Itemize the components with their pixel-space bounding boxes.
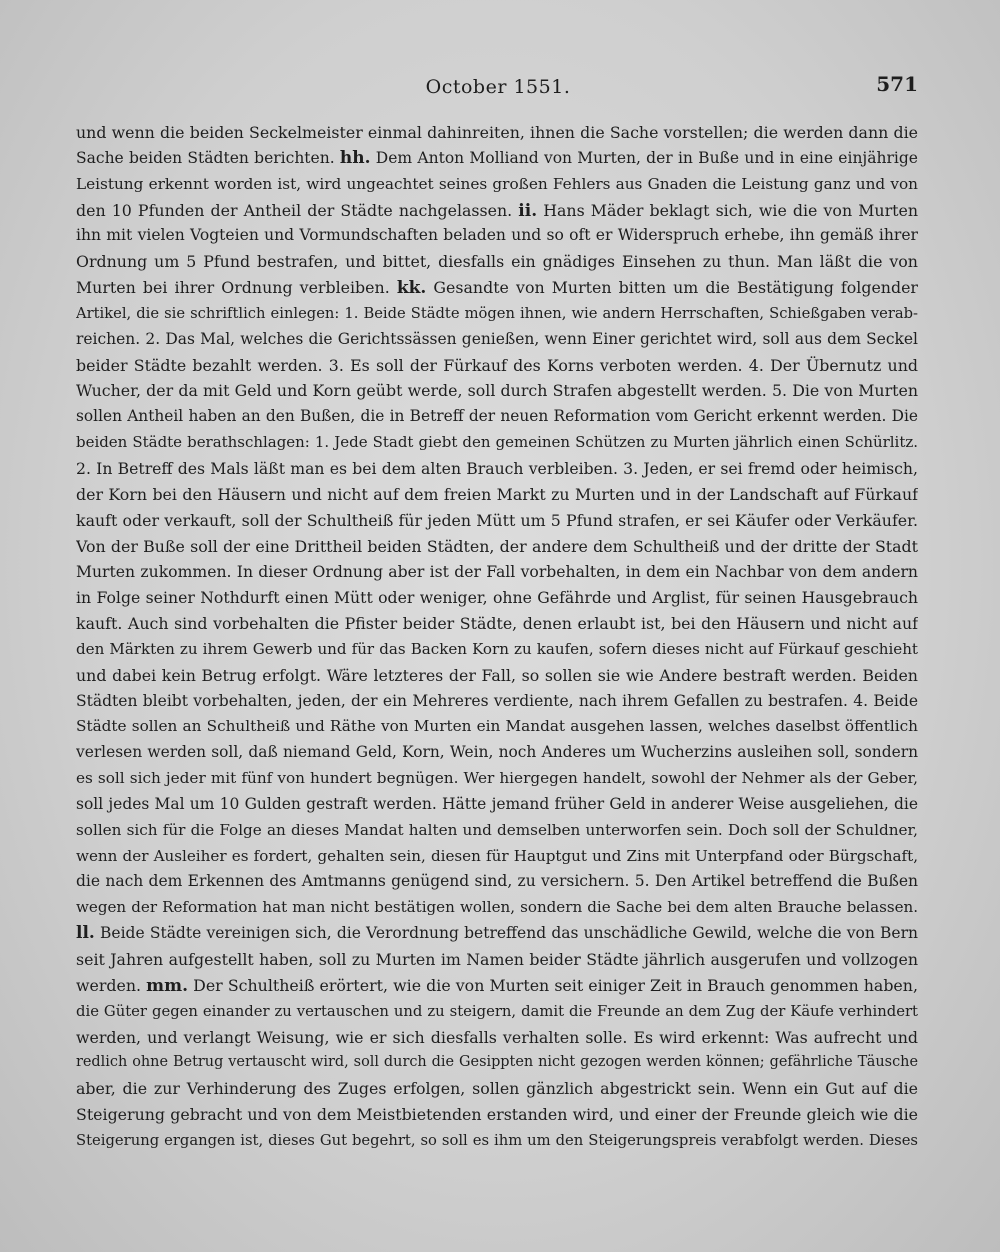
text-line <box>76 973 918 999</box>
page-header <box>78 72 918 102</box>
text-line: kauft oder verkauft, soll der Schultheiß für jeden Mütt um 5 Pfund strafen, er sei Käufer oder Verkäufer. <box>76 510 918 530</box>
text-line: Wucher, der da mit Geld und Korn geübt werde, soll durch Strafen abgestellt werden. 5. Die von Murten <box>76 381 918 401</box>
section-mark: ii. <box>518 200 538 221</box>
section-mark: mm. <box>146 975 189 996</box>
text-line: kauft. Auch sind vorbehalten die Pfister beider Städte, denen erlaubt ist, bei den Häusern und nicht auf <box>76 614 918 634</box>
text-line: Murten zukommen. In dieser Ordnung aber ist der Fall vorbehalten, in dem ein Nachbar von dem andern <box>76 562 918 582</box>
text-line: Ordnung um 5 Pfund bestrafen, und bittet, diesfalls ein gnädiges Einsehen zu thun. Man läßt die von <box>76 252 918 272</box>
text-line: wenn der Ausleiher es fordert, gehalten sein, diesen für Hauptgut und Zins mit Unterpfand oder Bürgschaft, <box>76 846 918 865</box>
text-segment: Sache beiden Städten berichten. <box>76 148 340 167</box>
text-segment: Beide Städte vereinigen sich, die Verordnung betreffend das unschädliche Gewild, welche die von Bern <box>94 924 918 943</box>
text-line: aber, die zur Verhinderung des Zuges erfolgen, sollen gänzlich abgestrickt sein. Wenn ein Gut auf die <box>76 1079 918 1099</box>
text-line: Städten bleibt vorbehalten, jeden, der ein Mehreres verdiente, nach ihrem Gefallen zu bestrafen. 4. Beide <box>76 691 918 710</box>
text-line: Von der Buße soll der eine Drittheil beiden Städten, der andere dem Schultheiß und der dritte der Stadt <box>76 536 918 556</box>
page-title: October 1551. <box>425 76 571 98</box>
text-line: sollen Antheil haben an den Bußen, die in Betreff der neuen Reformation vom Gericht erkennt werden. Die <box>76 407 918 426</box>
section-mark: hh. <box>339 147 371 168</box>
text-segment: Der Schultheiß erörtert, wie die von Murten seit einiger Zeit in Brauch genommen haben, <box>188 975 918 995</box>
text-line: Leistung erkennt worden ist, wird ungeachtet seines großen Fehlers aus Gnaden die Leistung ganz und von <box>76 174 918 193</box>
text-line: verlesen werden soll, daß niemand Geld, Korn, Wein, noch Anderes um Wucherzins ausleihen soll, sondern <box>76 743 918 762</box>
text-line: wegen der Reformation hat man nicht bestätigen wollen, sondern die Sache bei dem alten Brauche belassen. <box>76 898 918 917</box>
text-line: Artikel, die sie schriftlich einlegen: 1. Beide Städte mögen ihnen, wie andern Herrschaften, Schießgaben verab- <box>76 304 918 322</box>
body-text <box>76 120 918 1154</box>
text-line <box>76 921 918 947</box>
text-line: und wenn die beiden Seckelmeister einmal dahinreiten, ihnen die Sache vorstellen; die werden dann die <box>76 123 918 142</box>
text-line: den Märkten zu ihrem Gewerb und für das Backen Korn zu kaufen, sofern dieses nicht auf Fürkauf geschieht <box>76 639 918 658</box>
text-segment: werden. <box>76 975 147 995</box>
text-line <box>76 146 918 172</box>
text-line: es soll sich jeder mit fünf von hundert begnügen. Wer hiergegen handelt, sowohl der Nehmer als der Geber, <box>76 769 918 788</box>
text-line: reichen. 2. Das Mal, welches die Gerichtssässen genießen, wenn Einer gerichtet wird, soll aus dem Seckel <box>76 329 918 348</box>
text-segment: Gesandte von Murten bitten um die Bestätigung folgender <box>426 278 918 298</box>
text-line: werden, und verlangt Weisung, wie er sich diesfalls verhalten solle. Es wird erkennt: Was aufrecht und <box>76 1027 918 1047</box>
text-line: seit Jahren aufgestellt haben, soll zu Murten im Namen beider Städte jährlich ausgerufen und vollzogen <box>76 950 918 969</box>
text-line: in Folge seiner Nothdurft einen Mütt oder weniger, ohne Gefährde und Arglist, für seinen Hausgebrauch <box>76 588 918 608</box>
text-line: Städte sollen an Schultheiß und Räthe von Murten ein Mandat ausgehen lassen, welches daselbst öffentlich <box>76 717 918 736</box>
text-segment: Dem Anton Molliand von Murten, der in Buße und in eine einjährige <box>370 148 918 167</box>
page-number: 571 <box>876 72 918 96</box>
text-line: redlich ohne Betrug vertauscht wird, soll durch die Gesippten nicht gezogen werden können; gefährliche Täusche <box>76 1054 918 1071</box>
text-line <box>76 275 918 301</box>
text-line: der Korn bei den Häusern und nicht auf dem freien Markt zu Murten und in der Landschaft auf Fürkauf <box>76 484 918 504</box>
text-line: die Güter gegen einander zu vertauschen und zu steigern, damit die Freunde an dem Zug der Käufe verhindert <box>76 1002 918 1020</box>
text-line: soll jedes Mal um 10 Gulden gestraft werden. Hätte jemand früher Geld in anderer Weise ausgeliehen, die <box>76 794 918 813</box>
text-line: beiden Städte berathschlagen: 1. Jede Stadt giebt den gemeinen Schützen zu Murten jährlich einen Schürlitz. <box>76 433 918 452</box>
section-mark: ll. <box>76 923 95 944</box>
text-segment: Hans Mäder beklagt sich, wie die von Murten <box>537 200 918 220</box>
text-line: Steigerung ergangen ist, dieses Gut begehrt, so soll es ihm um den Steigerungspreis verabfolgt werden. Dieses <box>76 1131 918 1149</box>
text-line <box>76 198 918 224</box>
text-line: und dabei kein Betrug erfolgt. Wäre letzteres der Fall, so sollen sie wie Andere bestraft werden. Beiden <box>76 665 918 685</box>
text-line: 2. In Betreff des Mals läßt man es bei dem alten Brauch verbleiben. 3. Jeden, er sei fremd oder heimisch, <box>76 458 918 478</box>
text-line: ihn mit vielen Vogteien und Vormundschaften beladen und so oft er Widerspruch erhebe, ihn gemäß ihrer <box>76 226 918 245</box>
text-line: Steigerung gebracht und von dem Meistbietenden erstanden wird, und einer der Freunde gleich wie die <box>76 1105 918 1125</box>
text-line: beider Städte bezahlt werden. 3. Es soll der Fürkauf des Korns verboten werden. 4. Der Übernutz und <box>76 355 918 375</box>
text-line: die nach dem Erkennen des Amtmanns genügend sind, zu versichern. 5. Den Artikel betreffend die Bußen <box>76 872 918 891</box>
text-line: sollen sich für die Folge an dieses Mandat halten und demselben unterworfen sein. Doch soll der Schuldner, <box>76 820 918 839</box>
text-segment: Murten bei ihrer Ordnung verbleiben. <box>76 278 397 298</box>
section-mark: kk. <box>396 278 427 299</box>
text-segment: den 10 Pfunden der Antheil der Städte nachgelassen. <box>76 200 519 220</box>
